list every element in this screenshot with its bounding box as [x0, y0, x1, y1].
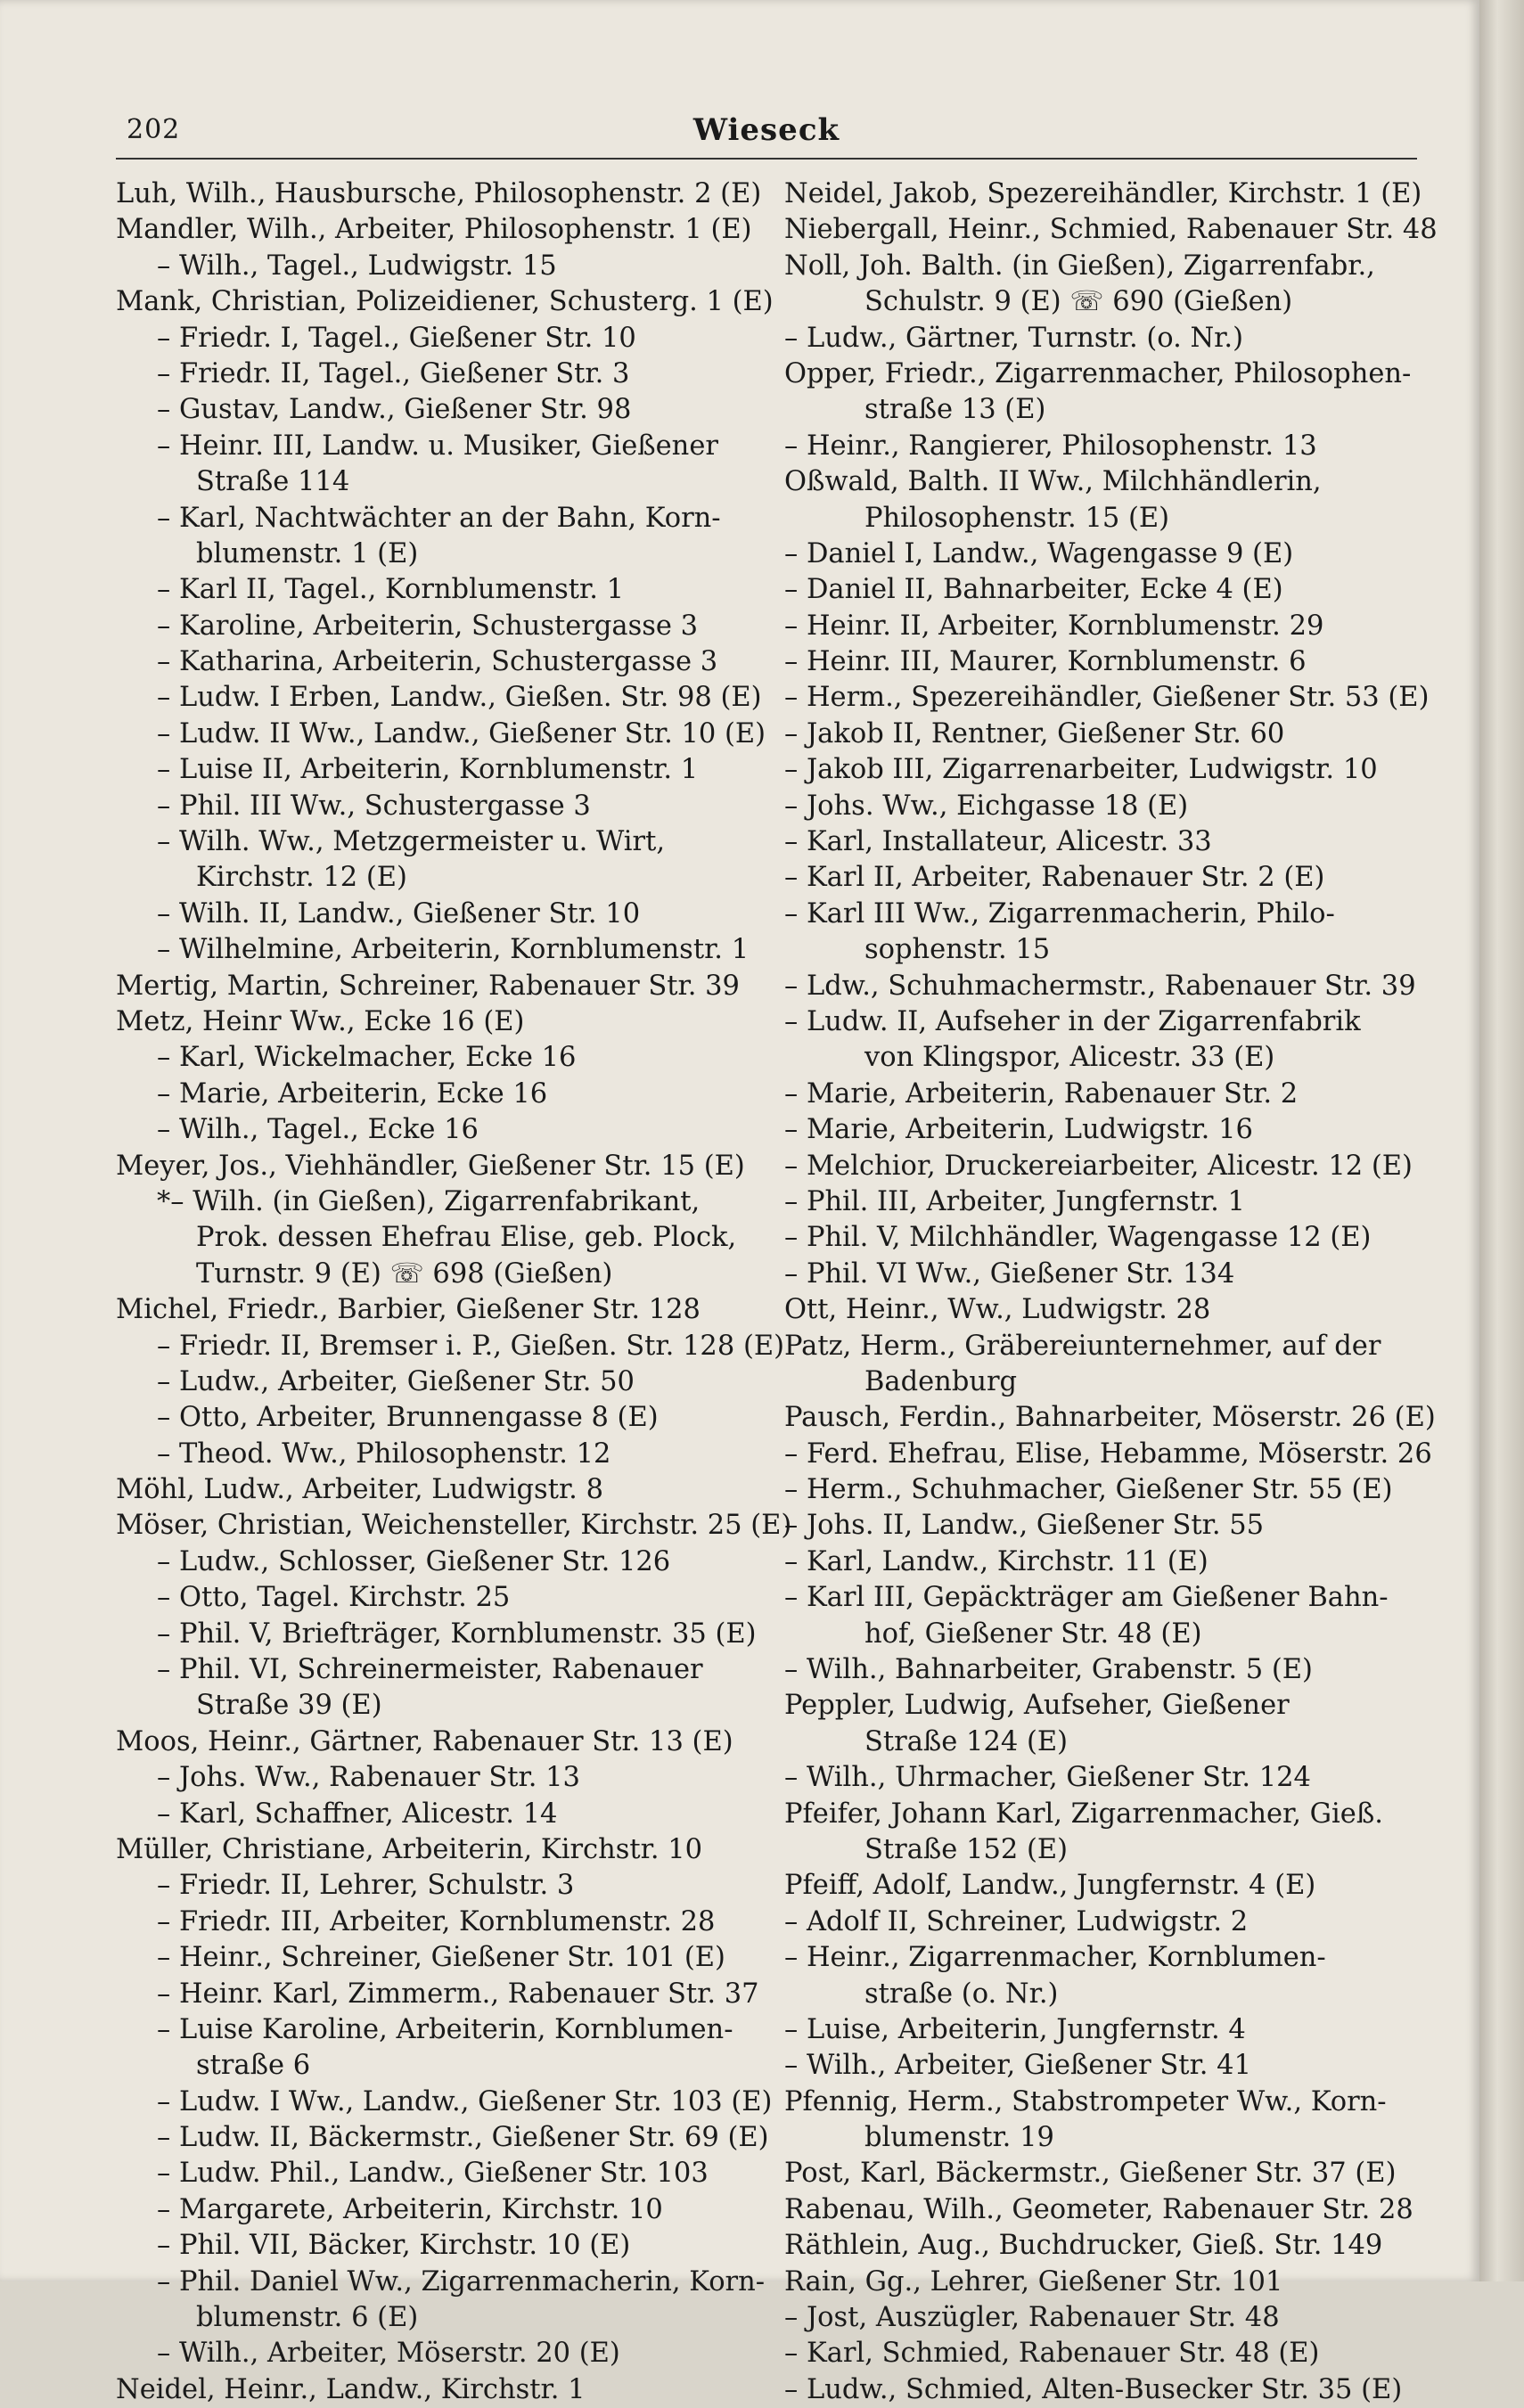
directory-entry-line: – Luise II, Arbeiterin, Kornblumenstr. 1 — [157, 754, 699, 786]
directory-entry-line: – Heinr. III, Landw. u. Musiker, Gießener — [157, 430, 718, 462]
directory-entry-line: straße (o. Nr.) — [864, 1978, 1059, 2010]
directory-entry-line: – Melchior, Druckereiarbeiter, Alicestr. 12 (E) — [784, 1150, 1413, 1182]
directory-entry-line: – Adolf II, Schreiner, Ludwigstr. 2 — [784, 1905, 1249, 1937]
directory-entry-line: Metz, Heinr Ww., Ecke 16 (E) — [116, 1005, 525, 1037]
directory-entry-line: – Wilh., Uhrmacher, Gießener Str. 124 — [784, 1762, 1311, 1794]
directory-entry-line: Meyer, Jos., Viehhändler, Gießener Str. 15 (E) — [116, 1150, 745, 1182]
directory-entry-line: Möhl, Ludw., Arbeiter, Ludwigstr. 8 — [116, 1474, 603, 1506]
directory-entry-line: Schulstr. 9 (E) ☏ 690 (Gießen) — [864, 286, 1293, 318]
directory-entry-line: Kirchstr. 12 (E) — [196, 862, 407, 894]
directory-entry-line: hof, Gießener Str. 48 (E) — [864, 1618, 1202, 1650]
directory-entry-line: – Phil. VI Ww., Gießener Str. 134 — [784, 1257, 1235, 1290]
directory-entry-line: Möser, Christian, Weichensteller, Kirchstr. 25 (E) — [116, 1510, 792, 1542]
directory-entry-line: Pausch, Ferdin., Bahnarbeiter, Möserstr. 26 (E) — [784, 1402, 1436, 1434]
directory-entry-line: – Theod. Ww., Philosophenstr. 12 — [157, 1437, 611, 1470]
directory-entry-line: Straße 152 (E) — [864, 1833, 1069, 1865]
directory-entry-line: – Karl III Ww., Zigarrenmacherin, Philo- — [784, 897, 1335, 930]
directory-entry-line: – Phil. V, Briefträger, Kornblumenstr. 35 (E) — [157, 1618, 757, 1650]
directory-entry-line: Neidel, Heinr., Landw., Kirchstr. 1 — [116, 2373, 586, 2405]
directory-entry-line: – Marie, Arbeiterin, Ecke 16 — [157, 1077, 548, 1110]
directory-entry-line: – Luise, Arbeiterin, Jungfernstr. 4 — [784, 2013, 1246, 2045]
directory-entry-line: – Jakob II, Rentner, Gießener Str. 60 — [784, 717, 1285, 749]
directory-entry-line: – Wilh., Bahnarbeiter, Grabenstr. 5 (E) — [784, 1654, 1313, 1686]
directory-entry-line: Mandler, Wilh., Arbeiter, Philosophenstr. 1 (E) — [116, 214, 752, 246]
directory-entry-line: von Klingspor, Alicestr. 33 (E) — [864, 1042, 1275, 1074]
directory-entry-line: – Heinr. II, Arbeiter, Kornblumenstr. 29 — [784, 610, 1324, 642]
page-edge — [1479, 0, 1524, 2281]
left-column — [116, 176, 792, 2408]
directory-entry-line: – Friedr. III, Arbeiter, Kornblumenstr. 28 — [157, 1905, 716, 1937]
directory-entry-line: – Otto, Tagel. Kirchstr. 25 — [157, 1582, 511, 1614]
directory-entry-line: Pfeifer, Johann Karl, Zigarrenmacher, Gieß. — [784, 1798, 1383, 1830]
directory-entry-line: – Ludw. II, Bäckermstr., Gießener Str. 69 (E) — [157, 2122, 769, 2154]
directory-entry-line: – Ludw., Schmied, Alten-Busecker Str. 35 (E) — [784, 2373, 1403, 2405]
directory-entry-line: – Heinr. Karl, Zimmerm., Rabenauer Str. 37 — [157, 1978, 759, 2010]
directory-entry-line: Philosophenstr. 15 (E) — [864, 502, 1170, 534]
directory-entry-line: – Wilh., Arbeiter, Möserstr. 20 (E) — [157, 2338, 620, 2370]
directory-entry-line: – Karl, Wickelmacher, Ecke 16 — [157, 1042, 577, 1074]
directory-entry-line: – Marie, Arbeiterin, Rabenauer Str. 2 — [784, 1077, 1299, 1110]
directory-entry-line: – Wilhelmine, Arbeiterin, Kornblumenstr. 1 — [157, 934, 750, 966]
running-head: Wieseck — [692, 112, 840, 148]
directory-entry-line: blumenstr. 6 (E) — [196, 2302, 419, 2334]
directory-entry-line: straße 13 (E) — [864, 394, 1046, 426]
directory-entry-line: – Phil. V, Milchhändler, Wagengasse 12 (E) — [784, 1222, 1372, 1254]
directory-entry-line: – Wilh., Tagel., Ludwigstr. 15 — [157, 250, 557, 282]
directory-entry-line: – Wilh. II, Landw., Gießener Str. 10 — [157, 897, 641, 930]
directory-entry-line: – Marie, Arbeiterin, Ludwigstr. 16 — [784, 1114, 1253, 1146]
directory-entry-line: – Daniel II, Bahnarbeiter, Ecke 4 (E) — [784, 574, 1283, 606]
directory-entry-line: – Karl II, Arbeiter, Rabenauer Str. 2 (E) — [784, 862, 1325, 894]
directory-entry-line: blumenstr. 19 — [864, 2122, 1054, 2154]
directory-entry-line: – Luise Karoline, Arbeiterin, Kornblumen- — [157, 2013, 733, 2045]
directory-entry-line: – Heinr., Rangierer, Philosophenstr. 13 — [784, 430, 1317, 462]
directory-entry-line: Straße 114 — [196, 466, 350, 498]
directory-entry-line: Patz, Herm., Gräbereiunternehmer, auf der — [784, 1330, 1381, 1362]
directory-entry-line: Pfennig, Herm., Stabstrompeter Ww., Korn- — [784, 2085, 1387, 2117]
directory-entry-line: Michel, Friedr., Barbier, Gießener Str. 128 — [116, 1294, 701, 1326]
directory-entry-line: Ott, Heinr., Ww., Ludwigstr. 28 — [784, 1294, 1211, 1326]
directory-entry-line: – Ludw. II Ww., Landw., Gießener Str. 10 (E) — [157, 717, 766, 749]
directory-entry-line: Mank, Christian, Polizeidiener, Schusterg. 1 (E) — [116, 286, 774, 318]
directory-entry-line: Rabenau, Wilh., Geometer, Rabenauer Str. 28 — [784, 2193, 1413, 2225]
directory-entry-line: – Ludw. II, Aufseher in der Zigarrenfabrik — [784, 1005, 1361, 1037]
directory-entry-line: – Heinr. III, Maurer, Kornblumenstr. 6 — [784, 646, 1307, 678]
directory-entry-line: – Friedr. II, Bremser i. P., Gießen. Str. 128 (E) — [157, 1330, 785, 1362]
directory-entry-line: – Ldw., Schuhmachermstr., Rabenauer Str. 39 — [784, 970, 1416, 1002]
directory-entry-line: Prok. dessen Ehefrau Elise, geb. Plock, — [196, 1222, 737, 1254]
directory-entry-line: – Phil. VI, Schreinermeister, Rabenauer — [157, 1654, 703, 1686]
directory-entry-line: Müller, Christiane, Arbeiterin, Kirchstr. 10 — [116, 1833, 703, 1865]
directory-entry-line: Mertig, Martin, Schreiner, Rabenauer Str. 39 — [116, 970, 740, 1002]
directory-entry-line: Peppler, Ludwig, Aufseher, Gießener — [784, 1690, 1290, 1722]
directory-entry-line: – Karl III, Gepäckträger am Gießener Bahn- — [784, 1582, 1389, 1614]
directory-entry-line: Opper, Friedr., Zigarrenmacher, Philosophen- — [784, 357, 1412, 389]
directory-entry-line: *– Wilh. (in Gießen), Zigarrenfabrikant, — [157, 1185, 701, 1217]
directory-entry-line: – Friedr. II, Lehrer, Schulstr. 3 — [157, 1870, 575, 1902]
directory-entry-line: – Heinr., Zigarrenmacher, Kornblumen- — [784, 1942, 1326, 1974]
directory-entry-line: – Phil. VII, Bäcker, Kirchstr. 10 (E) — [157, 2230, 631, 2262]
directory-entry-line: Moos, Heinr., Gärtner, Rabenauer Str. 13 (E) — [116, 1725, 733, 1757]
directory-entry-line: – Karl, Landw., Kirchstr. 11 (E) — [784, 1545, 1209, 1577]
directory-entry-line: – Otto, Arbeiter, Brunnengasse 8 (E) — [157, 1402, 659, 1434]
directory-entry-line: – Ludw. I Ww., Landw., Gießener Str. 103 (E) — [157, 2085, 773, 2117]
directory-entry-line: – Phil. III, Arbeiter, Jungfernstr. 1 — [784, 1185, 1245, 1217]
directory-entry-line: – Johs. Ww., Rabenauer Str. 13 — [157, 1762, 580, 1794]
directory-entry-line: – Karl II, Tagel., Kornblumenstr. 1 — [157, 574, 625, 606]
directory-entry-line: Räthlein, Aug., Buchdrucker, Gieß. Str. 149 — [784, 2230, 1383, 2262]
directory-entry-line: – Johs. II, Landw., Gießener Str. 55 — [784, 1510, 1265, 1542]
directory-entry-line: – Ludw. Phil., Landw., Gießener Str. 103 — [157, 2158, 709, 2190]
directory-entry-line: – Herm., Schuhmacher, Gießener Str. 55 (E) — [784, 1474, 1393, 1506]
directory-entry-line: – Heinr., Schreiner, Gießener Str. 101 (E) — [157, 1942, 725, 1974]
directory-entry-line: Turnstr. 9 (E) ☏ 698 (Gießen) — [196, 1257, 613, 1290]
directory-entry-line: – Karl, Nachtwächter an der Bahn, Korn- — [157, 502, 721, 534]
directory-entry-line: Badenburg — [864, 1365, 1018, 1397]
directory-entry-line: – Wilh., Tagel., Ecke 16 — [157, 1114, 479, 1146]
directory-entry-line: Straße 39 (E) — [196, 1690, 382, 1722]
directory-entry-line: – Karl, Schmied, Rabenauer Str. 48 (E) — [784, 2338, 1320, 2370]
directory-entry-line: blumenstr. 1 (E) — [196, 537, 419, 569]
directory-entry-line: sophenstr. 15 — [864, 934, 1051, 966]
directory-entry-line: – Gustav, Landw., Gießener Str. 98 — [157, 394, 632, 426]
directory-entry-line: – Phil. III Ww., Schustergasse 3 — [157, 790, 591, 822]
directory-entry-line: straße 6 — [196, 2050, 311, 2082]
directory-entry-line: – Katharina, Arbeiterin, Schustergasse 3 — [157, 646, 718, 678]
right-column — [784, 176, 1438, 2408]
directory-entry-line: – Ludw., Schlosser, Gießener Str. 126 — [157, 1545, 671, 1577]
directory-entry-line: Neidel, Jakob, Spezereihändler, Kirchstr. 1 (E) — [784, 178, 1422, 209]
directory-entry-line: – Ferd. Ehefrau, Elise, Hebamme, Möserstr. 26 — [784, 1437, 1432, 1470]
directory-entry-line: Luh, Wilh., Hausbursche, Philosophenstr. 2 (E) — [116, 178, 762, 209]
directory-entry-line: – Margarete, Arbeiterin, Kirchstr. 10 — [157, 2193, 663, 2225]
directory-entry-line: – Wilh., Arbeiter, Gießener Str. 41 — [784, 2050, 1251, 2082]
directory-entry-line: – Ludw., Gärtner, Turnstr. (o. Nr.) — [784, 322, 1244, 354]
header-rule — [116, 158, 1417, 160]
directory-entry-line: Oßwald, Balth. II Ww., Milchhändlerin, — [784, 466, 1322, 498]
directory-entry-line: – Ludw., Arbeiter, Gießener Str. 50 — [157, 1365, 635, 1397]
directory-entry-line: Noll, Joh. Balth. (in Gießen), Zigarrenfabr., — [784, 250, 1375, 282]
directory-entry-line: – Herm., Spezereihändler, Gießener Str. 53 (E) — [784, 682, 1430, 714]
directory-entry-line: Straße 124 (E) — [864, 1725, 1069, 1757]
directory-entry-line: Pfeiff, Adolf, Landw., Jungfernstr. 4 (E) — [784, 1870, 1316, 1902]
directory-entry-line: – Friedr. I, Tagel., Gießener Str. 10 — [157, 322, 636, 354]
page-header — [116, 107, 1417, 152]
directory-entry-line: – Daniel I, Landw., Wagengasse 9 (E) — [784, 537, 1294, 569]
directory-entry-line: – Phil. Daniel Ww., Zigarrenmacherin, Korn- — [157, 2265, 766, 2297]
directory-entry-line: – Jost, Auszügler, Rabenauer Str. 48 — [784, 2302, 1280, 2334]
directory-entry-line: – Jakob III, Zigarrenarbeiter, Ludwigstr. 10 — [784, 754, 1378, 786]
directory-entry-line: – Wilh. Ww., Metzgermeister u. Wirt, — [157, 826, 666, 858]
directory-entry-line: – Karoline, Arbeiterin, Schustergasse 3 — [157, 610, 699, 642]
page-number: 202 — [127, 114, 181, 145]
directory-entry-line: – Friedr. II, Tagel., Gießener Str. 3 — [157, 357, 630, 389]
directory-entry-line: Niebergall, Heinr., Schmied, Rabenauer Str. 48 — [784, 214, 1438, 246]
directory-entry-line: Rain, Gg., Lehrer, Gießener Str. 101 — [784, 2265, 1283, 2297]
directory-entry-line: – Johs. Ww., Eichgasse 18 (E) — [784, 790, 1189, 822]
directory-entry-line: – Karl, Schaffner, Alicestr. 14 — [157, 1798, 558, 1830]
directory-entry-line: Post, Karl, Bäckermstr., Gießener Str. 37 (E) — [784, 2158, 1397, 2190]
directory-entry-line: – Ludw. I Erben, Landw., Gießen. Str. 98 (E) — [157, 682, 762, 714]
directory-entry-line: – Karl, Installateur, Alicestr. 33 — [784, 826, 1212, 858]
